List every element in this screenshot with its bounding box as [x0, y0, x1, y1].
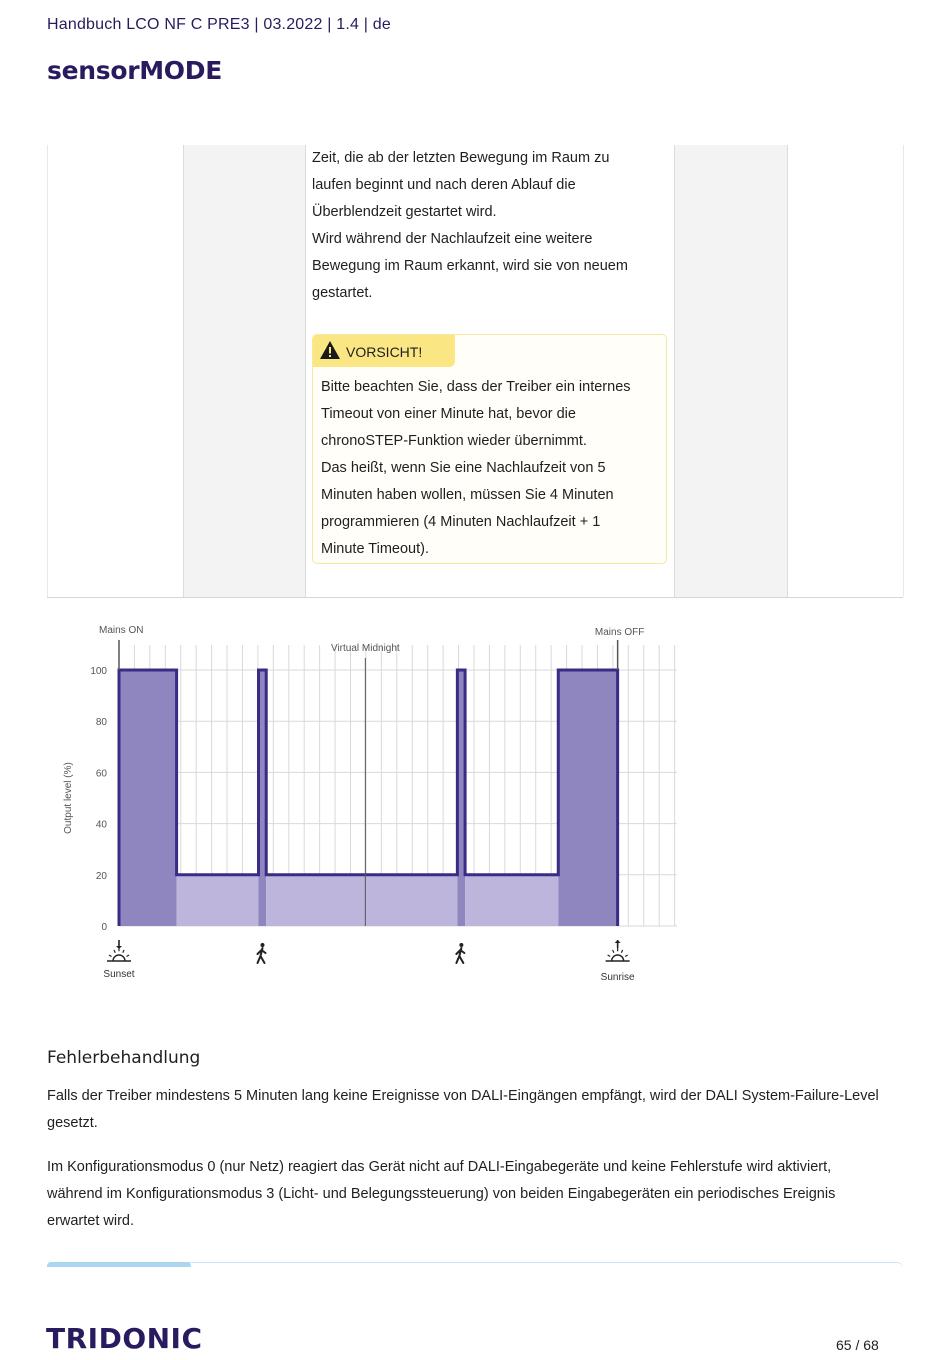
- caution-body: [321, 374, 661, 563]
- caution-line: Timeout von einer Minute hat, bevor die: [321, 406, 576, 422]
- dimmed-output-area: [266, 875, 457, 926]
- walking-person-icon: [258, 943, 266, 963]
- table-column-2: [183, 145, 306, 597]
- mains-off-label: Mains OFF: [594, 627, 645, 638]
- description-line: laufen beginnt und nach deren Ablauf die: [312, 177, 576, 193]
- sunset-icon: [107, 940, 131, 961]
- page-number: 65 / 68: [836, 1337, 879, 1353]
- caution-box: [312, 334, 667, 564]
- y-axis-label: Output level (%): [63, 762, 74, 834]
- caution-line: Minuten haben wollen, müssen Sie 4 Minuten: [321, 487, 614, 503]
- document-header: Handbuch LCO NF C PRE3 | 03.2022 | 1.4 | de: [47, 16, 391, 33]
- section-title: sensorMODE: [47, 56, 222, 85]
- y-tick-label: 80: [95, 717, 107, 729]
- table-description: [312, 145, 667, 307]
- sunset-label: Sunset: [103, 969, 135, 980]
- table-column-4: [674, 145, 788, 597]
- description-line: Bewegung im Raum erkannt, wird sie von neuem: [312, 258, 628, 274]
- y-tick-label: 20: [95, 870, 107, 882]
- next-table-tab: [47, 1262, 191, 1267]
- full-output-area: [558, 670, 617, 926]
- caution-line: chronoSTEP-Funktion wieder übernimmt.: [321, 433, 587, 449]
- description-line: Überblendzeit gestartet wird.: [312, 204, 497, 220]
- parameter-table: [47, 145, 903, 598]
- description-line: Zeit, die ab der letzten Bewegung im Raum zu: [312, 150, 610, 166]
- warning-triangle-icon: [319, 340, 341, 360]
- table-column-1: [47, 145, 184, 597]
- full-output-area: [119, 670, 177, 926]
- description-line: Wird während der Nachlaufzeit eine weitere: [312, 231, 593, 247]
- error-handling-heading: Fehlerbehandlung: [47, 1048, 201, 1068]
- output-level-chart: [47, 615, 687, 990]
- error-paragraph-1: Falls der Treiber mindestens 5 Minuten lang keine Ereignisse von DALI-Eingängen empfängt, wird der DALI System-Failure-Level gesetzt.: [47, 1088, 879, 1131]
- sunrise-label: Sunrise: [600, 972, 635, 983]
- dimmed-output-area: [177, 875, 259, 926]
- caution-line: programmieren (4 Minuten Nachlaufzeit + 1: [321, 514, 601, 530]
- caution-header: [313, 335, 455, 367]
- caution-line: Das heißt, wenn Sie eine Nachlaufzeit von 5: [321, 460, 606, 476]
- error-paragraph-2: Im Konfigurationsmodus 0 (nur Netz) reagiert das Gerät nicht auf DALI-Eingabegeräte und keine Fehlerstufe wird aktiviert, während im Konfigurationsmodus 3 (Licht- und Belegungssteuerung) von beiden Eingabegeräten ein periodisches Ereignis erwartet wird.: [47, 1159, 836, 1229]
- description-line: gestartet.: [312, 285, 373, 301]
- tridonic-logo: TRIDONIC: [46, 1322, 203, 1355]
- sunrise-icon: [606, 940, 630, 961]
- dimmed-output-area: [465, 875, 558, 926]
- table-column-5: [787, 145, 904, 597]
- virtual-midnight-label: Virtual Midnight: [330, 643, 400, 654]
- mains-on-label: Mains ON: [99, 625, 144, 636]
- caution-line: Minute Timeout).: [321, 541, 429, 557]
- y-tick-label: 100: [90, 666, 107, 677]
- caution-line: Bitte beachten Sie, dass der Treiber ein internes: [321, 379, 631, 395]
- y-tick-label: 60: [95, 768, 107, 780]
- walking-person-icon: [456, 943, 464, 963]
- y-tick-label: 0: [101, 922, 107, 933]
- caution-title: VORSICHT!: [346, 344, 423, 360]
- y-tick-label: 40: [95, 819, 107, 831]
